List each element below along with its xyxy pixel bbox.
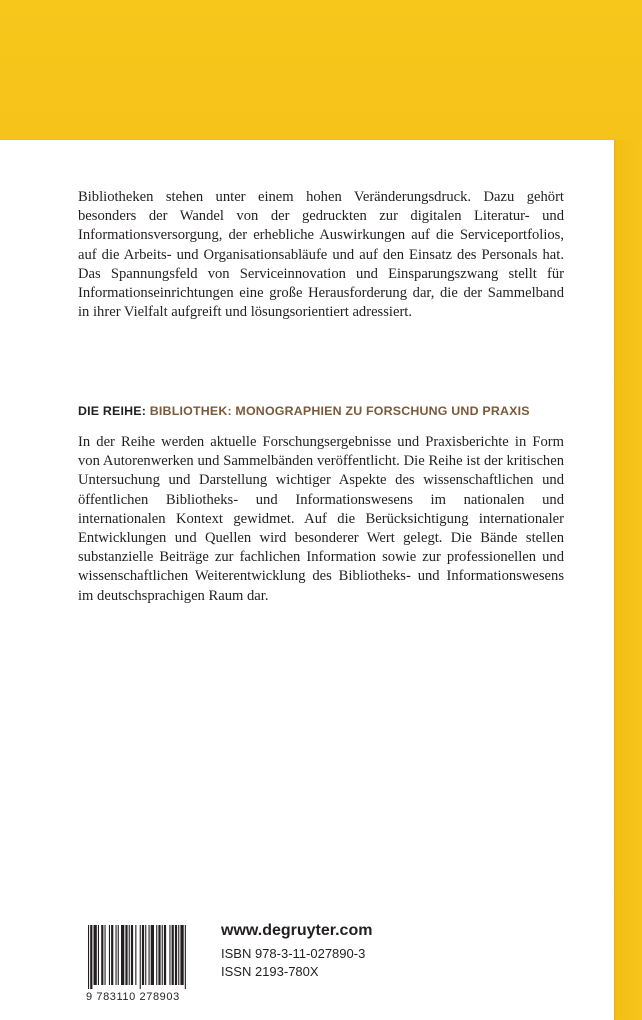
barcode-bar	[180, 925, 183, 985]
barcode-bar	[151, 925, 154, 985]
publisher-website[interactable]: www.degruyter.com	[221, 922, 373, 939]
cover-yellow-band-right	[614, 140, 642, 1020]
barcode-bar	[94, 925, 97, 985]
isbn: ISBN 978-3-11-027890-3	[221, 946, 366, 961]
barcode-bar	[131, 925, 133, 985]
series-heading	[78, 404, 578, 418]
issn: ISSN 2193-780X	[221, 964, 319, 979]
barcode-bar	[90, 925, 92, 989]
barcode-bar	[109, 925, 110, 985]
barcode-bar	[129, 925, 130, 985]
barcode-bar	[156, 925, 157, 985]
barcode-bar	[145, 925, 146, 985]
series-description: In der Reihe werden aktuelle Forschungsergebnisse und Praxisberichte in Form von Autorenwerken und Sammelbänden veröffentlicht. Die Reihe ist der kritischen Untersuchung und Darstellung wichtiger Aspekte des wissenschaftlichen und öffentlichen Bibliotheks- und Informationswesens im nationalen und internationalen Kontext gewidmet. Auf die Berücksichtigung internationaler Entwicklungen und Quellen wird besonderer Wert gelegt. Die Bände stellen substanzielle Beiträge zur fachlichen Information sowie zur professionellen und wissenschaftlichen Weiterentwicklung des Bibliotheks- und Informationswesens im deutschsprachigen Raum dar.	[78, 434, 564, 604]
barcode-bar	[88, 925, 89, 989]
barcode-bar	[162, 925, 163, 985]
series-label: DIE REIHE:	[78, 404, 147, 418]
barcode-bar	[142, 925, 144, 985]
barcode-bar	[101, 925, 103, 985]
barcode-bar	[116, 925, 117, 985]
barcode-bar	[140, 925, 141, 989]
barcode-bar	[98, 925, 99, 985]
barcode-bar	[164, 925, 166, 985]
barcode-bar	[175, 925, 177, 985]
barcode-bar	[158, 925, 160, 985]
barcode-bar	[105, 925, 106, 985]
barcode-bar	[125, 925, 127, 985]
barcode-bar	[185, 925, 186, 989]
series-title: BIBLIOTHEK: MONOGRAPHIEN ZU FORSCHUNG UND PRAXIS	[149, 404, 530, 418]
barcode-bar	[135, 925, 136, 985]
cover-yellow-band-top	[0, 0, 642, 140]
barcode-bars	[86, 925, 204, 989]
barcode-bar	[121, 925, 124, 985]
barcode-digits: 9 783110 278903	[86, 991, 180, 1003]
barcode-bar	[178, 925, 179, 985]
barcode-bar	[172, 925, 174, 985]
barcode-bar	[118, 925, 119, 985]
barcode-bar	[149, 925, 150, 985]
barcode-bar	[169, 925, 170, 985]
barcode-bar	[111, 925, 113, 985]
book-blurb: Bibliotheken stehen unter einem hohen Veränderungsdruck. Dazu gehört besonders der Wandel von der gedruckten zur digitalen Literatur- und Informationsversorgung, der erhebliche Auswirkungen auf die Serviceportfolios, auf die Arbeits- und Organisationsabläufe und auf den Einsatz des Personals hat. Das Spannungsfeld von Serviceinnovation und Einsparungszwang stellt für Informationseinrichtungen eine große Herausforderung dar, die der Sammelband in ihrer Vielfalt aufgreift und lösungsorientiert adressiert.	[78, 189, 564, 321]
